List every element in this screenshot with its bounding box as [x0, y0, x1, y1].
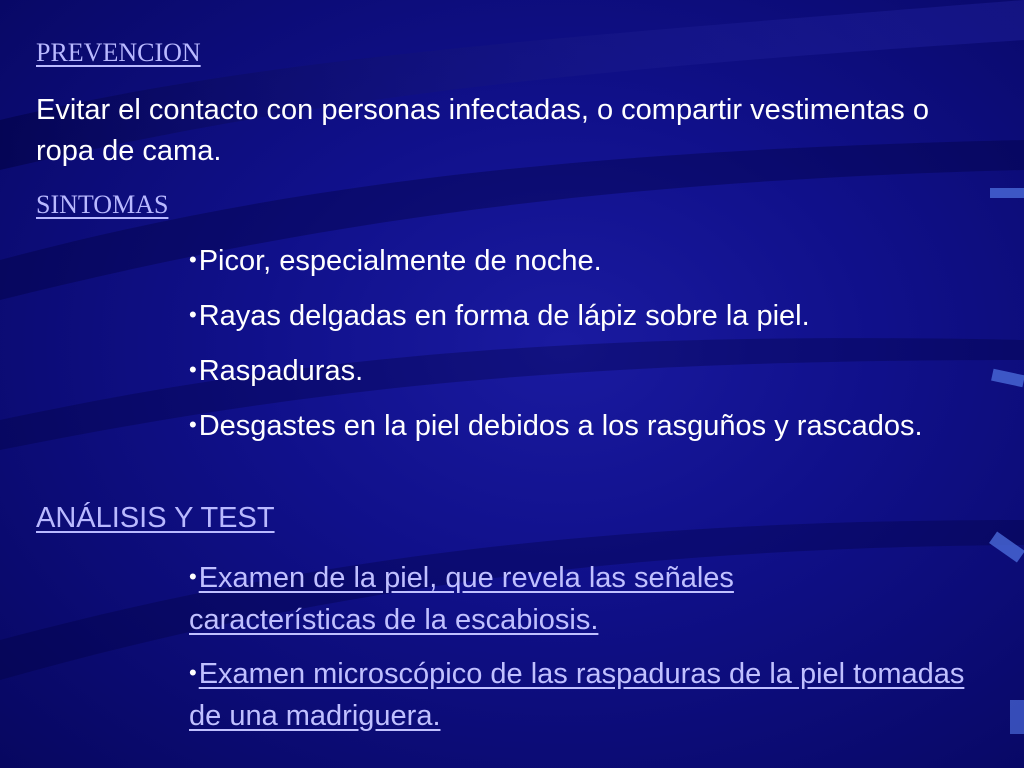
prevencion-text: Evitar el contacto con personas infectadas, o compartir vestimentas o ropa de cama.: [36, 94, 929, 167]
sintomas-item-text: Raspaduras.: [198, 355, 364, 387]
analisis-link[interactable]: Examen de la piel, que revela las señales características de la escabiosis.: [189, 562, 734, 636]
analisis-link[interactable]: Examen microscópico de las raspaduras de la piel tomadas de una madriguera.: [189, 658, 965, 732]
sintomas-item-text: Desgastes en la piel debidos a los rasguños y rascados.: [198, 410, 923, 442]
sintomas-item: [189, 351, 989, 393]
sintomas-item: [189, 241, 989, 283]
sintomas-item-text: Rayas delgadas en forma de lápiz sobre la piel.: [198, 300, 810, 332]
analisis-item: [189, 654, 989, 737]
bullet-icon: •: [189, 357, 197, 382]
bullet-icon: •: [189, 564, 197, 589]
sintomas-heading: SINTOMAS: [36, 190, 169, 219]
sintomas-item-text: Picor, especialmente de noche.: [198, 245, 602, 277]
bullet-icon: •: [189, 247, 197, 272]
prevencion-heading: PREVENCION: [36, 38, 201, 67]
analisis-item: [189, 558, 869, 641]
sintomas-item: [189, 296, 989, 338]
analisis-heading: ANÁLISIS Y TEST: [36, 502, 275, 534]
bullet-icon: •: [189, 412, 197, 437]
bullet-icon: •: [189, 660, 197, 685]
sintomas-item: [189, 406, 929, 448]
bullet-icon: •: [189, 302, 197, 327]
